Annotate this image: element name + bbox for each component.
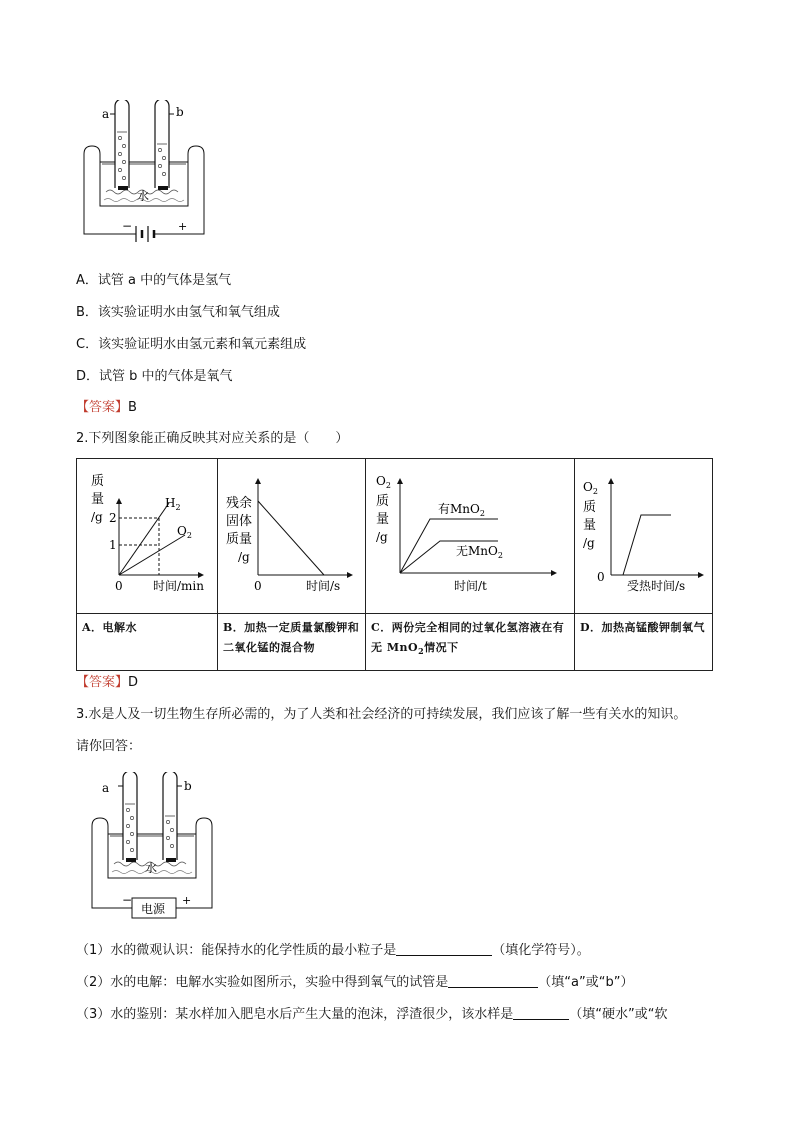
caption-b: B．加热一定质量氯酸钾和二氧化锰的混合物 (218, 614, 366, 671)
q2-answer (76, 674, 138, 692)
y-label-2: 固体 (226, 514, 253, 529)
q2-options-table (76, 458, 713, 671)
series-o2-line (119, 535, 185, 575)
graph-a (77, 459, 218, 609)
x-label: 时间/min (153, 579, 204, 593)
plus-label: + (178, 220, 188, 233)
tube-a-label: a (102, 781, 110, 795)
y-label-1: $O_2$ (583, 480, 598, 496)
q2-stem: 2.下列图象能正确反映其对应关系的是（ ） (76, 431, 349, 446)
q1-option-d: D．试管 b 中的气体是氧气 (76, 369, 233, 384)
y-label-1: $O_2$ (376, 474, 391, 490)
minus-label: − (122, 893, 133, 907)
x-label: 时间/t (454, 579, 487, 593)
q3-sub3: （3）水的鉴别：某水样加入肥皂水后产生大量的泡沫，浮渣很少，该水样是 （填“硬水”或“软 (76, 1007, 668, 1022)
y-label-3: 量 (376, 512, 390, 527)
series-line (623, 515, 671, 575)
power-source-label: 电源 (141, 902, 166, 916)
origin-label: 0 (597, 570, 605, 584)
x-label: 时间/s (306, 579, 341, 593)
graph-b (218, 459, 366, 609)
q3-sub2: （2）水的电解：电解水实验如图所示，实验中得到氧气的试管是 （填“a”或“b”） (76, 975, 634, 990)
answer-tag: 【答案】 (76, 400, 129, 415)
tube-b-label: b (176, 105, 184, 119)
answer-value: B (128, 400, 137, 415)
y-label-4: /g (583, 536, 595, 550)
water-label: 水 (145, 861, 158, 875)
series-line (258, 501, 324, 575)
graph-a-cell (77, 459, 218, 614)
tube-a-label: a (102, 107, 110, 121)
y-label-1: 残余 (226, 496, 253, 511)
graph-d-cell (575, 459, 713, 614)
graph-d (575, 459, 713, 609)
y-label-1: 质 (91, 474, 105, 489)
series-without-mno2-label: 无MnO$_2$ (456, 544, 503, 560)
graph-c (366, 459, 575, 609)
series-with-mno2-label: 有MnO$_2$ (438, 502, 485, 518)
y-label-2: 量 (91, 492, 105, 507)
origin-label: 0 (115, 579, 123, 593)
y-label-4: /g (238, 550, 250, 564)
minus-label: − (122, 219, 133, 233)
q1-option-b: B．该实验证明水由氢气和氧气组成 (76, 305, 280, 320)
plus-label: + (182, 894, 192, 907)
graph-c-cell (366, 459, 575, 614)
caption-d: D．加热高锰酸钾制氧气 (575, 614, 713, 671)
x-label: 受热时间/s (627, 579, 686, 593)
series-h2-label: $H_2$ (165, 496, 181, 512)
y-label-4: /g (376, 530, 388, 544)
y-label-3: /g (91, 510, 103, 524)
q1-answer (76, 399, 137, 417)
q1-option-c: C．该实验证明水由氢元素和氧元素组成 (76, 337, 307, 352)
y-label-3: 量 (583, 518, 597, 533)
answer-value: D (128, 675, 139, 690)
y-label-2: 质 (583, 500, 597, 515)
series-o2-label: $O_2$ (177, 524, 192, 540)
tick-2: 2 (109, 511, 117, 525)
origin-label: 0 (254, 579, 262, 593)
water-label: 水 (137, 189, 150, 203)
graph-b-cell (218, 459, 366, 614)
answer-blank-3[interactable] (513, 1005, 569, 1020)
q3-sub1: （1）水的微观认识：能保持水的化学性质的最小粒子是 （填化学符号）。 (76, 943, 590, 958)
y-label-2: 质 (376, 494, 390, 509)
electrolysis-diagram-2 (88, 772, 218, 924)
answer-blank-2[interactable] (448, 973, 538, 988)
caption-a: A．电解水 (77, 614, 218, 671)
answer-blank-1[interactable] (396, 941, 492, 956)
tick-1: 1 (109, 538, 117, 552)
caption-c: C．两份完全相同的过氧化氢溶液在有无 MnO$_2$情况下 (366, 614, 575, 671)
y-label-3: 质量 (226, 532, 253, 547)
q1-option-a: A．试管 a 中的气体是氢气 (76, 273, 232, 288)
electrolysis-diagram-1 (80, 100, 210, 252)
series-h2-line (119, 503, 169, 575)
q3-stem-line-2: 请你回答： (76, 739, 142, 754)
tube-b-label: b (184, 779, 192, 793)
q3-stem-line-1: 3.水是人及一切生物生存所必需的，为了人类和社会经济的可持续发展，我们应该了解一些有关水的知识。 (76, 707, 687, 722)
answer-tag: 【答案】 (76, 675, 129, 690)
